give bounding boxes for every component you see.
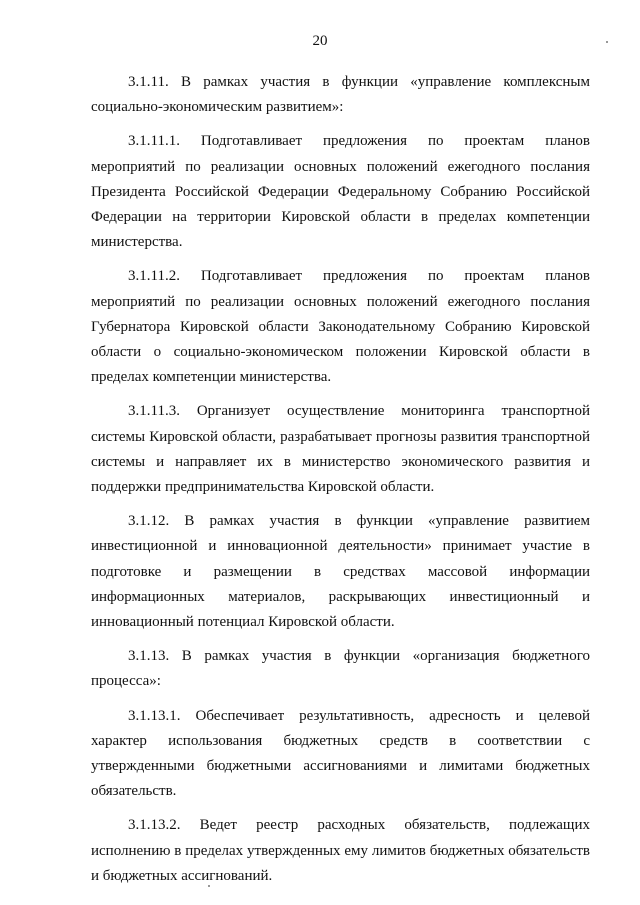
paragraph-3-1-13: 3.1.13. В рамках участия в функции «организация бюджетного процесса»: (91, 648, 590, 690)
paragraph-3-1-13-2: 3.1.13.2. Ведет реестр расходных обязательств, подлежащих исполнению в пределах утвержденных ему лимитов бюджетных обязательств и бюджетных ассигнований. (91, 817, 590, 884)
page-number: 20 (312, 33, 328, 49)
paragraph-3-1-12: 3.1.12. В рамках участия в функции «управление развитием инвестиционной и инновационной деятельности» принимает участие в подготовке и размещении в средствах массовой информации информационных материалов, раскрывающих инвестиционный и инновационный потенциал Кировской области. (91, 513, 590, 631)
scan-speck (208, 885, 210, 887)
paragraph-3-1-11-2: 3.1.11.2. Подготавливает предложения по проектам планов мероприятий по реализации основных положений ежегодного послания Губернатора Кировской области Законодательному Собранию Кировской области о социально-экономическом положении Кировской области в пределах компетенции министерства. (91, 268, 590, 386)
paragraph-3-1-11-3: 3.1.11.3. Организует осуществление мониторинга транспортной системы Кировской области, разрабатывает прогнозы развития транспортной системы и направляет их в министерство экономического развития и поддержки предпринимательства Кировской области. (91, 403, 590, 496)
document-body (91, 70, 590, 898)
paragraph-3-1-13-1: 3.1.13.1. Обеспечивает результативность, адресность и целевой характер использования бюджетных средств в соответствии с утвержденными бюджетными ассигнованиями и лимитами бюджетных обязательств. (91, 707, 590, 800)
paragraph-3-1-11: 3.1.11. В рамках участия в функции «управление комплексным социально-экономическим развитием»: (91, 74, 590, 116)
paragraph-3-1-11-1: 3.1.11.1. Подготавливает предложения по проектам планов мероприятий по реализации основных положений ежегодного послания Президента Российской Федерации Федеральному Собранию Российской Федерации на территории Кировской области в пределах компетенции министерства. (91, 133, 590, 251)
scan-speck (606, 41, 608, 43)
